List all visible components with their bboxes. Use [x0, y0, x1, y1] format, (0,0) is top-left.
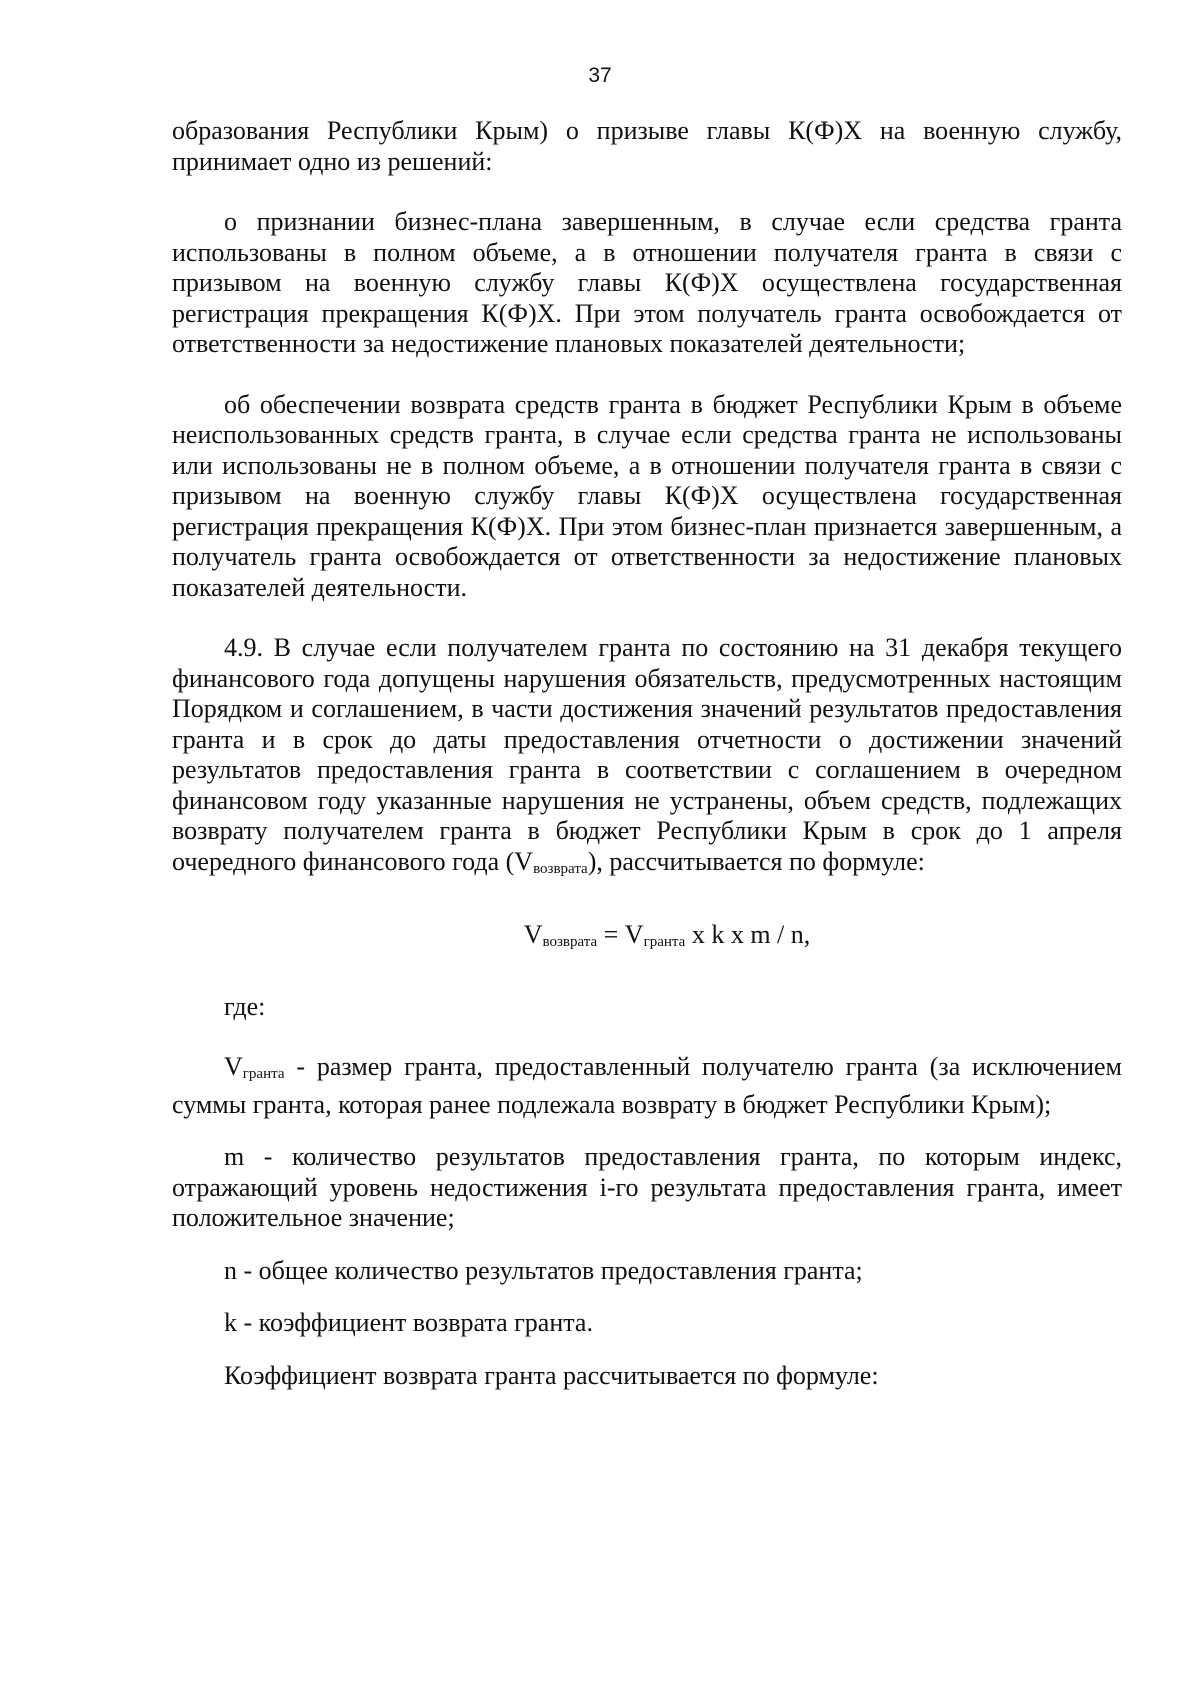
formula-v-return-sub: возврата [542, 934, 598, 950]
definition-v-grant [172, 1052, 1122, 1120]
closing-sentence: Коэффициент возврата гранта рассчитывается по формуле: [224, 1360, 879, 1390]
where-label: где: [224, 991, 266, 1021]
formula-rest: х k х m / n, [685, 920, 811, 949]
definition-v-text: - размер гранта, предоставленный получателю гранта (за исключением суммы гранта, которая ранее подлежала возврату в бюджет Республики Крым); [172, 1052, 1122, 1119]
document-body [172, 116, 1122, 1391]
paragraph-4-9-text: 4.9. В случае если получателем гранта по состоянию на 31 декабря текущего финансового года допущены нарушения обязательств, предусмотренных настоящим Порядком и соглашением, в части достижения значений результатов предоставления гранта и в срок до даты предоставления отчетности о достижении значений результатов предоставления гранта в соответствии с соглашением в очередном финансовом году указанные нарушения не устранены, объем средств, подлежащих возврату получателем гранта в бюджет Республики Крым в срок до 1 апреля очередного финансового года (V [172, 633, 1122, 876]
paragraph-4-9-subscript: возврата [533, 860, 588, 877]
return-formula [172, 920, 1122, 958]
formula-v-return: V [523, 920, 543, 949]
paragraph-decision-complete: о признании бизнес-плана завершенным, в случае если средства гранта использованы в полном объеме, а в отношении получателя гранта в связи с призывом на военную службу главы К(Ф)Х осуществлена государственная регистрация прекращения К(Ф)Х. При этом получатель гранта освобождается от ответственности за недостижение плановых показателей деятельности; [172, 207, 1122, 358]
definition-n: n - общее количество результатов предоставления гранта; [224, 1255, 863, 1285]
paragraph-continuation: образования Республики Крым) о призыве главы К(Ф)Х на военную службу, принимает одно из решений: [172, 116, 1122, 176]
paragraph-4-9 [172, 633, 1122, 884]
definition-m: m - количество результатов предоставления гранта, по которым индекс, отражающий уровень недостижения i-го результата предоставления гранта, имеет положительное значение; [172, 1142, 1122, 1232]
formula-equals: = V [597, 920, 644, 949]
definition-v-symbol: V [224, 1052, 243, 1081]
definition-k: k - коэффициент возврата гранта. [224, 1308, 593, 1337]
paragraph-4-9-tail: ), рассчитывается по формуле: [587, 846, 925, 876]
page-number: 37 [588, 64, 612, 87]
paragraph-decision-return: об обеспечении возврата средств гранта в бюджет Республики Крым в объеме неиспользованных средств гранта, в случае если средства гранта не использованы или использованы не в полном объеме, а в отношении получателя гранта в связи с призывом на военную службу главы К(Ф)Х осуществлена государственная регистрация прекращения К(Ф)Х. При этом бизнес-план признается завершенным, а получатель гранта освобождается от ответственности за недостижение плановых показателей деятельности. [172, 389, 1122, 602]
definition-v-sub: гранта [242, 1066, 285, 1082]
formula-v-grant-sub: гранта [643, 934, 686, 950]
